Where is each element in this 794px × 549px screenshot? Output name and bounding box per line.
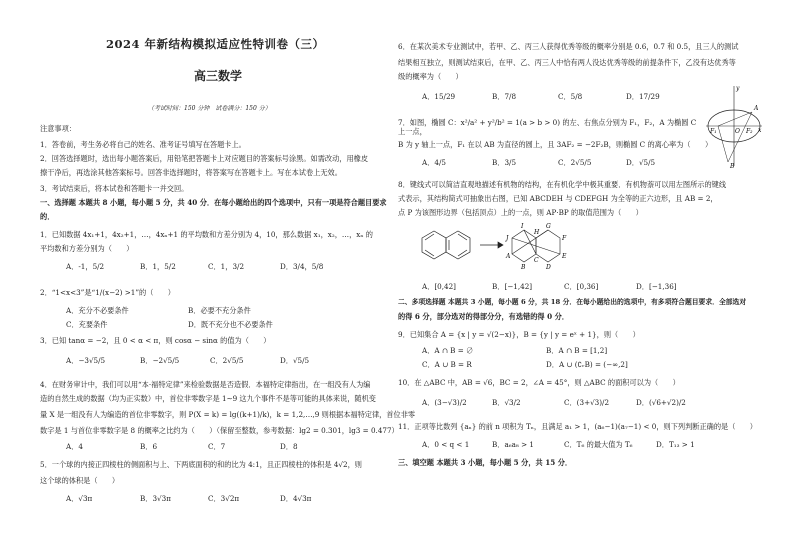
question-9-option-c: C．A ∪ B = R (422, 360, 472, 369)
question-9-option-a: A．A ∩ B = ∅ (422, 346, 474, 355)
question-5-option-d: D．4√3π (280, 494, 312, 503)
question-7-option-c: C．2√5/5 (558, 158, 592, 167)
question-11-option-b: B．a₆a₈ > 1 (492, 440, 534, 449)
question-10-stem: 10．在 △ABC 中，AB = √6，BC = 2，∠A = 45°，则 △ABC 的面积可以为（ ） (398, 378, 680, 387)
question-8-stem: 式表示，其结构简式可抽象出右图，已知 ABCDEH 与 CDEFGH 为全等的正六边形，且 AB = 2， (398, 194, 718, 203)
question-2-stem: 2．“1<x<3”是“1/(x−2) >1”的（ ） (40, 288, 175, 297)
question-9-option-b: B．A ∩ B = [1,2] (546, 346, 608, 355)
segment-f1b (718, 126, 728, 162)
label-b: B (521, 264, 526, 271)
question-1-option-a: A．-1，5/2 (66, 262, 105, 271)
label-g: G (546, 223, 551, 230)
label-o: O (735, 128, 740, 135)
question-3-option-b: B．−2√5/5 (140, 356, 180, 365)
label-e: E (562, 253, 567, 260)
question-5-option-b: B．3√3π (140, 494, 171, 503)
question-3-option-d: D．√5/5 (280, 356, 310, 365)
question-6-stem: 结果相互独立，则测试结束后，在甲、乙、丙三人中恰有两人没达优秀等级的前提条件下，乙没有达优秀等 (398, 58, 736, 67)
question-1-option-d: D．3/4，5/8 (280, 262, 324, 271)
question-6-stem: 6．在某次美术专业测试中，若甲、乙、丙三人获得优秀等级的概率分别是 0.6，0.7 和 0.5，且三人的测试 (398, 42, 739, 51)
question-2-option-d: D．既不充分也不必要条件 (188, 320, 273, 329)
label-f: F (562, 235, 567, 242)
question-5-stem: 这个球的体积是（ ） (40, 476, 120, 485)
question-10-option-c: C．(3+√3)/2 (564, 398, 610, 407)
question-2-option-a: A．充分不必要条件 (66, 306, 129, 315)
question-3-stem: 3．已知 tanα = −2，且 0 < α < π，则 cosα − sinα 的值为（ ） (40, 336, 271, 345)
question-1-option-c: C．1，3/2 (208, 262, 245, 271)
question-7-stem: B 为 y 轴上一点，F₁ 在以 AB 为直径的圆上，且 3AF₂ = −2F₂B，则椭圆 C 的离心率为（ ） (398, 140, 713, 149)
segment-f1a (718, 112, 752, 126)
question-11-option-d: D．T₁₃ > 1 (656, 440, 695, 449)
exam-subtitle: 高三数学 (194, 69, 243, 83)
question-4-option-c: C．7 (208, 442, 226, 451)
question-1-stem: 平均数和方差分别为（ ） (40, 244, 134, 253)
question-4-option-d: D．8 (280, 442, 298, 451)
section-heading: 的． (40, 212, 55, 221)
question-4-option-a: A．4 (66, 442, 83, 451)
label-b: B (730, 163, 735, 168)
question-11-option-a: A．0 < q < 1 (422, 440, 470, 449)
question-2-option-c: C．充要条件 (66, 320, 108, 329)
naphthalene-skeleton (422, 231, 470, 259)
label-y: y (736, 85, 740, 92)
label-x: x (758, 127, 762, 134)
question-1-stem: 1．已知数据 4x₁+1，4x₂+1，…，4xₙ+1 的平均数和方差分别为 4，10，那么数据 x₁，x₂，…，xₙ 的 (40, 230, 373, 239)
label-i: I (521, 223, 524, 230)
label-a: A (506, 253, 511, 260)
naphthalene-figure (408, 222, 576, 280)
label-a: A (754, 105, 759, 112)
label-h: H (534, 229, 540, 236)
exam-title: 2024 年新结构模拟适应性特训卷（三） (106, 37, 325, 51)
label-f1: F₁ (710, 128, 717, 135)
question-7-option-b: B．3/5 (492, 158, 517, 167)
section-heading: 一、选择题 本题共 8 小题，每小题 5 分，共 40 分．在每小题给出的四个选项中，只有一项是符合题目要求 (40, 198, 387, 207)
label-f2: F₂ (746, 128, 753, 135)
transform-arrow (480, 242, 503, 248)
label-d: D (546, 264, 551, 271)
question-5-option-a: A．√3π (66, 494, 93, 503)
question-4-stem: 4．在财务审计中，我们可以用“本·福特定律”来检验数据是否造假．本福特定律指出，在一组没有人为编 (40, 380, 371, 389)
notice-item: 3．考试结束后，将本试卷和答题卡一并交回。 (40, 184, 189, 193)
exam-meta: （考试时间：150 分钟 试卷满分：150 分） (148, 105, 271, 112)
question-6-option-b: B．7/8 (492, 92, 517, 101)
question-2-option-b: B．必要不充分条件 (188, 306, 251, 315)
notice-heading: 注意事项： (40, 124, 76, 133)
question-8-stem: 点 P 为该图形边界（包括顶点）上的一点，则 AP·BP 的取值范围为（ ） (398, 208, 643, 217)
question-6-option-d: D．17/29 (626, 92, 660, 101)
question-6-stem: 级的概率为（ ） (398, 72, 463, 81)
question-4-stem: 造的自然生成的数据（均为正实数）中，首位非零数字是 1∼9 这九个事件不是等可能的具体来说，随机变 (40, 394, 376, 403)
ellipse-figure (704, 82, 764, 168)
question-3-option-a: A．−3√5/5 (66, 356, 106, 365)
question-8-option-a: A．[0,42] (422, 282, 456, 291)
question-10-option-d: D．(√6+√2)/2 (636, 398, 686, 407)
question-7-option-a: A．4/5 (422, 158, 446, 167)
question-10-option-b: B．√3/2 (492, 398, 521, 407)
question-10-option-a: A．(3−√3)/2 (422, 398, 467, 407)
question-7-stem: 7．如图，椭圆 C：x²/a² + y²/b² = 1(a > b > 0) 的左、右焦点分别为 F₁，F₂，A 为椭圆 C 上一点， (398, 118, 697, 136)
question-8-option-c: C．[0,36] (564, 282, 599, 291)
section-heading: 二、多项选择题 本题共 3 小题，每小题 6 分，共 18 分．在每小题给出的选项中，有多项符合题目要求．全部选对 (398, 298, 747, 306)
question-1-option-b: B．1，5/2 (140, 262, 176, 271)
notice-item: 2．回答选择题时，选出每小题答案后，用铅笔把答题卡上对应题目的答案标号涂黑。如需改动，用橡皮 (40, 154, 369, 163)
section-heading: 的得 6 分，部分选对的得部分分，有选错的得 0 分． (398, 312, 569, 321)
question-6-option-a: A．15/29 (422, 92, 456, 101)
label-j: J (506, 235, 509, 242)
question-6-option-c: C．5/8 (558, 92, 583, 101)
question-8-stem: 8．键线式可以简洁直观地描述有机物的结构，在有机化学中极其重要．有机物萘可以用左图所示的键线 (398, 180, 727, 189)
question-3-option-c: C．2√5/5 (210, 356, 244, 365)
question-4-option-b: B．6 (140, 442, 158, 451)
notice-item: 擦干净后，再选涂其他答案标号。回答非选择题时，将答案写在答题卡上。写在本试卷上无效。 (40, 168, 342, 177)
question-9-option-d: D．A ∪ (∁ᵣB) = (−∞,2] (546, 360, 628, 369)
question-11-stem: 11．正项等比数列 {aₙ} 的前 n 项积为 Tₙ，且满足 a₁ > 1，(a₆−1)(a₇−1) < 0，则下列判断正确的是（ ） (398, 422, 757, 431)
label-c: C (534, 257, 539, 264)
question-11-option-c: C．T₆ 的最大值为 T₆ (564, 440, 633, 449)
segment-ab (728, 112, 752, 162)
question-5-stem: 5．一个球的内接正四棱柱的侧面积与上、下两底面积的和的比为 4:1，且正四棱柱的体积是 4√2，则 (40, 460, 362, 469)
question-5-option-c: C．3√2π (208, 494, 240, 503)
notice-item: 1．答卷前，考生务必将自己的姓名、准考证号填写在答题卡上。 (40, 140, 246, 149)
question-4-stem: 量 X 是一组没有人为编造的首位非零数字，则 P(X = k) = lg((k+1)/k)，k = 1,2,…,9 则根据本福特定律，首位非零 (40, 410, 416, 419)
question-4-stem: 数字是 1 与首位非零数字是 8 的概率之比约为（ ）（保留至整数，参考数据：lg2 = 0.301，lg3 = 0.477） (40, 426, 399, 435)
question-8-option-b: B．[−1,42] (492, 282, 533, 291)
question-7-option-d: D．√5/5 (626, 158, 656, 167)
section-heading: 三、填空题 本题共 3 小题，每小题 5 分，共 15 分． (398, 458, 573, 467)
question-8-option-d: D．[−1,36] (636, 282, 677, 291)
question-9-stem: 9．已知集合 A = {x | y = √(2−x)}，B = {y | y = eˣ + 1}，则（ ） (398, 330, 640, 339)
